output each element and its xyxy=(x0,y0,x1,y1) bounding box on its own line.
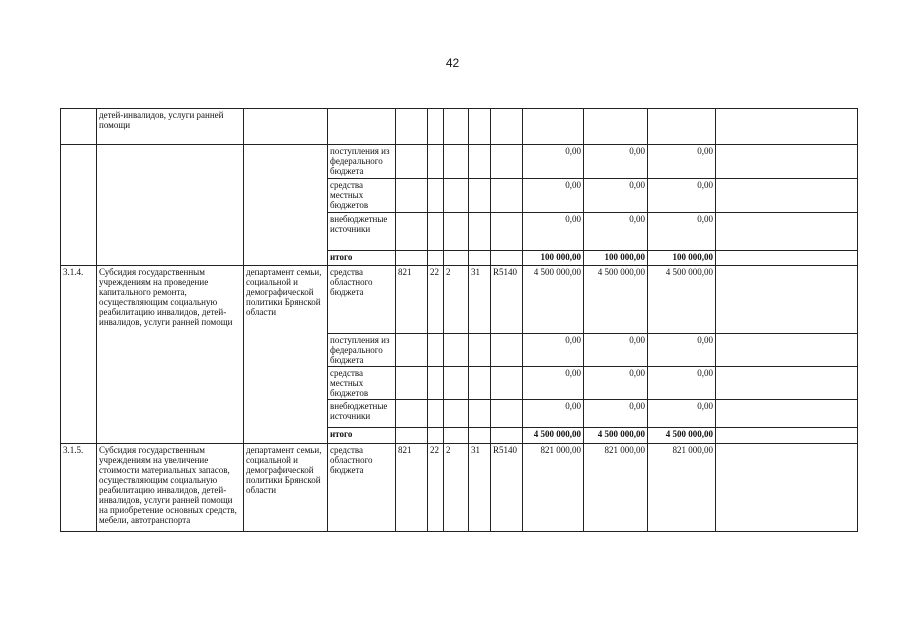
value-cell: 4 500 000,00 xyxy=(584,266,648,334)
total-value: 100 000,00 xyxy=(584,251,648,266)
table-row xyxy=(61,444,858,532)
item-name-cell xyxy=(97,145,244,266)
source-label: средства местных бюджетов xyxy=(328,179,396,213)
table-row xyxy=(61,145,858,179)
value-cell: 0,00 xyxy=(584,367,648,400)
item-name-cell: Субсидия государственным учреждениям на увеличение стоимости материальных запасов, осуществляющим социальную реабилитацию инвалидов, детей-инвалидов, услуги ранней помощи на приобретение основных средств, мебели, автотранспорта xyxy=(97,444,244,532)
pr-code: 2 xyxy=(444,266,469,334)
item-number-cell: 3.1.5. xyxy=(61,444,97,532)
executor-cell: департамент семьи, социальной и демографической политики Брянской области xyxy=(244,266,328,444)
executor-cell: департамент семьи, социальной и демографической политики Брянской области xyxy=(244,444,328,532)
executor-cell xyxy=(244,145,328,266)
source-label: внебюджетные источники xyxy=(328,213,396,251)
item-number-cell xyxy=(61,109,97,145)
value-cell: 0,00 xyxy=(648,367,716,400)
value-cell: 0,00 xyxy=(584,145,648,179)
value-cell: 0,00 xyxy=(523,400,584,428)
executor-cell xyxy=(244,109,328,145)
value-cell: 0,00 xyxy=(648,213,716,251)
source-label: поступления из федерального бюджета xyxy=(328,334,396,367)
vr-code: 31 xyxy=(469,266,491,334)
item-number-cell xyxy=(61,145,97,266)
source-label: внебюджетные источники xyxy=(328,400,396,428)
total-value: 100 000,00 xyxy=(648,251,716,266)
vr-code: 31 xyxy=(469,444,491,532)
value-cell: 0,00 xyxy=(523,145,584,179)
csr-code: R5140 xyxy=(491,444,523,532)
value-cell: 0,00 xyxy=(584,334,648,367)
pr-code: 2 xyxy=(444,444,469,532)
value-cell: 0,00 xyxy=(523,179,584,213)
value-cell: 0,00 xyxy=(648,179,716,213)
page-number: 42 xyxy=(445,56,460,70)
value-cell: 0,00 xyxy=(648,145,716,179)
value-cell: 0,00 xyxy=(523,334,584,367)
source-label: средства областного бюджета xyxy=(328,266,396,334)
grbs-code: 821 xyxy=(396,444,428,532)
total-value: 100 000,00 xyxy=(523,251,584,266)
item-name-cell: детей-инвалидов, услуги ранней помощи xyxy=(97,109,244,145)
budget-table xyxy=(60,108,858,532)
total-value: 4 500 000,00 xyxy=(648,428,716,444)
value-cell: 821 000,00 xyxy=(584,444,648,532)
table-row xyxy=(61,266,858,334)
value-cell: 0,00 xyxy=(584,179,648,213)
value-cell: 0,00 xyxy=(584,213,648,251)
value-cell: 821 000,00 xyxy=(523,444,584,532)
value-cell: 0,00 xyxy=(648,334,716,367)
source-label: поступления из федерального бюджета xyxy=(328,145,396,179)
value-cell: 0,00 xyxy=(523,213,584,251)
total-label: итого xyxy=(328,428,396,444)
csr-code: R5140 xyxy=(491,266,523,334)
value-cell: 4 500 000,00 xyxy=(648,266,716,334)
value-cell: 4 500 000,00 xyxy=(523,266,584,334)
source-label: средства областного бюджета xyxy=(328,444,396,532)
item-name-cell: Субсидия государственным учреждениям на проведение капитального ремонта, осуществляющим социальную реабилитацию инвалидов, детей-инвалидов, услуги ранней помощи xyxy=(97,266,244,444)
total-label: итого xyxy=(328,251,396,266)
rz-code: 22 xyxy=(428,444,444,532)
source-label: средства местных бюджетов xyxy=(328,367,396,400)
value-cell: 821 000,00 xyxy=(648,444,716,532)
source-cell xyxy=(328,109,396,145)
table-row xyxy=(61,109,858,145)
grbs-code: 821 xyxy=(396,266,428,334)
rz-code: 22 xyxy=(428,266,444,334)
value-cell: 0,00 xyxy=(648,400,716,428)
item-number-cell: 3.1.4. xyxy=(61,266,97,444)
total-value: 4 500 000,00 xyxy=(584,428,648,444)
value-cell: 0,00 xyxy=(584,400,648,428)
total-value: 4 500 000,00 xyxy=(523,428,584,444)
value-cell: 0,00 xyxy=(523,367,584,400)
